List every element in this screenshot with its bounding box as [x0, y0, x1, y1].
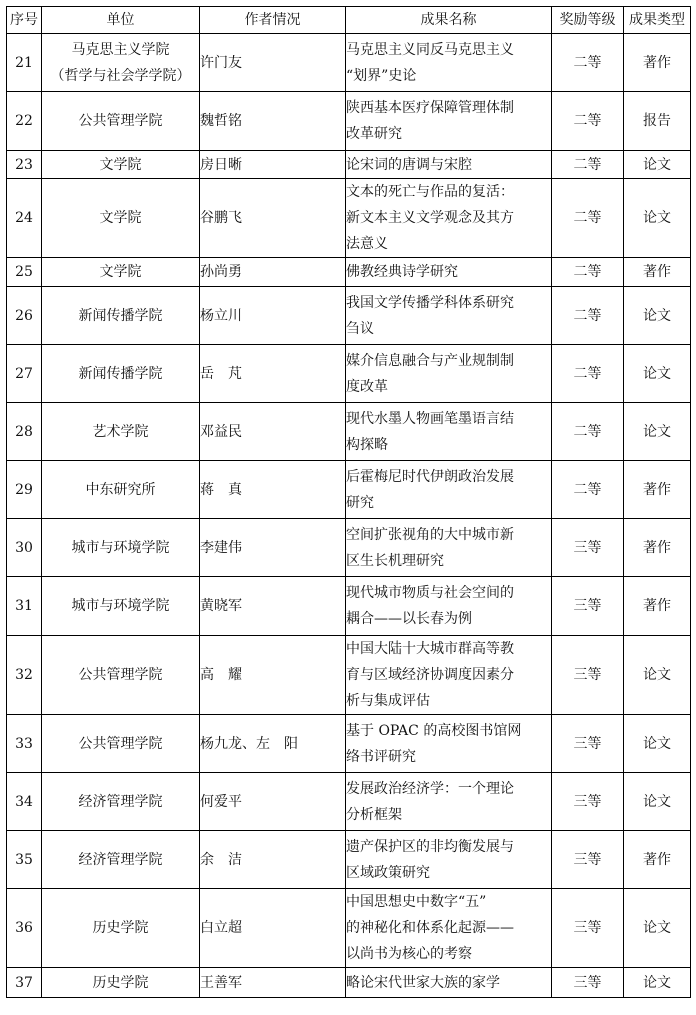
table-row	[7, 34, 691, 92]
author-cell: 黄晓军	[200, 577, 346, 636]
grade-cell: 三等	[552, 519, 624, 577]
type-cell: 著作	[624, 519, 691, 577]
title-cell	[346, 968, 552, 998]
title-cell	[346, 636, 552, 715]
title-line: 现代水墨人物画笔墨语言结	[346, 410, 514, 427]
type-cell: 论文	[624, 715, 691, 773]
row-number: 34	[7, 773, 42, 831]
unit-cell	[42, 287, 200, 345]
type-cell: 论文	[624, 636, 691, 715]
row-number: 27	[7, 345, 42, 403]
unit-cell	[42, 461, 200, 519]
header-unit: 单位	[42, 7, 200, 34]
unit-cell	[42, 715, 200, 773]
unit-cell	[42, 34, 200, 92]
author-cell: 杨九龙、左 阳	[200, 715, 346, 773]
title-cell	[346, 461, 552, 519]
row-number: 25	[7, 258, 42, 287]
row-number: 29	[7, 461, 42, 519]
title-line: 陕西基本医疗保障管理体制	[346, 100, 514, 116]
author-cell: 邓益民	[200, 403, 346, 461]
type-cell: 论文	[624, 403, 691, 461]
row-number: 24	[7, 179, 42, 258]
title-line: 空间扩张视角的大中城市新	[346, 526, 514, 543]
grade-cell: 三等	[552, 831, 624, 889]
table-row	[7, 258, 691, 287]
type-cell: 著作	[624, 461, 691, 519]
table-row	[7, 287, 691, 345]
header-type: 成果类型	[624, 7, 691, 34]
title-line: 研究	[346, 494, 374, 511]
title-cell	[346, 92, 552, 151]
author-cell: 许门友	[200, 34, 346, 92]
unit-cell	[42, 831, 200, 889]
header-author: 作者情况	[200, 7, 346, 34]
unit-line: 公共管理学院	[78, 113, 163, 129]
row-number: 33	[7, 715, 42, 773]
grade-cell: 二等	[552, 345, 624, 403]
title-line: 法意义	[346, 236, 388, 252]
unit-cell	[42, 889, 200, 968]
unit-cell	[42, 345, 200, 403]
unit-line: 城市与环境学院	[71, 539, 170, 556]
unit-line: 文学院	[99, 210, 142, 226]
type-cell: 报告	[624, 92, 691, 151]
row-number: 28	[7, 403, 42, 461]
title-cell	[346, 519, 552, 577]
header-row	[7, 7, 691, 34]
grade-cell: 三等	[552, 889, 624, 968]
unit-line: 中东研究所	[85, 481, 156, 498]
title-cell	[346, 773, 552, 831]
unit-cell	[42, 92, 200, 151]
row-number: 22	[7, 92, 42, 151]
title-line: 络书评研究	[346, 748, 416, 765]
unit-line: 艺术学院	[92, 423, 149, 440]
table-row	[7, 968, 691, 998]
row-number: 36	[7, 889, 42, 968]
title-line: 中国思想史中数字“五”	[346, 894, 487, 910]
title-line: 育与区域经济协调度因素分	[346, 667, 514, 683]
title-line: 中国大陆十大城市群高等教	[346, 641, 514, 657]
unit-line: （哲学与社会学学院）	[50, 67, 191, 84]
grade-cell: 二等	[552, 34, 624, 92]
type-cell: 论文	[624, 889, 691, 968]
unit-line: 新闻传播学院	[78, 307, 163, 324]
title-line: 析与集成评估	[346, 693, 430, 709]
unit-line: 城市与环境学院	[71, 598, 170, 614]
table-row	[7, 715, 691, 773]
table-row	[7, 92, 691, 151]
row-number: 23	[7, 151, 42, 179]
type-cell: 论文	[624, 151, 691, 179]
row-number: 26	[7, 287, 42, 345]
author-cell: 杨立川	[200, 287, 346, 345]
type-cell: 著作	[624, 831, 691, 889]
grade-cell: 三等	[552, 577, 624, 636]
title-line: 佛教经典诗学研究	[346, 264, 458, 280]
unit-cell	[42, 577, 200, 636]
table-row	[7, 636, 691, 715]
title-cell	[346, 345, 552, 403]
unit-line: 文学院	[99, 156, 142, 173]
grade-cell: 二等	[552, 151, 624, 179]
grade-cell: 二等	[552, 258, 624, 287]
grade-cell: 三等	[552, 636, 624, 715]
type-cell: 著作	[624, 258, 691, 287]
unit-cell	[42, 773, 200, 831]
grade-cell: 二等	[552, 287, 624, 345]
table-row	[7, 577, 691, 636]
unit-cell	[42, 519, 200, 577]
author-cell: 魏哲铭	[200, 92, 346, 151]
title-line: 分析框架	[346, 806, 402, 823]
author-cell: 谷鹏飞	[200, 179, 346, 258]
header-title: 成果名称	[346, 7, 552, 34]
unit-cell	[42, 179, 200, 258]
type-cell: 论文	[624, 179, 691, 258]
type-cell: 著作	[624, 577, 691, 636]
type-cell: 著作	[624, 34, 691, 92]
table-row	[7, 179, 691, 258]
row-number: 35	[7, 831, 42, 889]
title-cell	[346, 179, 552, 258]
title-cell	[346, 889, 552, 968]
title-line: 我国文学传播学科体系研究	[346, 294, 514, 311]
grade-cell: 三等	[552, 968, 624, 998]
title-line: 马克思主义同反马克思主义	[346, 41, 514, 58]
table-row	[7, 889, 691, 968]
title-line: 区域政策研究	[346, 864, 430, 881]
title-cell	[346, 831, 552, 889]
title-line: 遗产保护区的非均衡发展与	[346, 838, 514, 855]
row-number: 31	[7, 577, 42, 636]
grade-cell: 二等	[552, 461, 624, 519]
title-cell	[346, 403, 552, 461]
header-no: 序号	[7, 7, 42, 34]
unit-cell	[42, 968, 200, 998]
table-row	[7, 461, 691, 519]
unit-line: 马克思主义学院	[71, 41, 170, 58]
type-cell: 论文	[624, 968, 691, 998]
table-row	[7, 831, 691, 889]
title-line: 改革研究	[346, 126, 402, 142]
row-number: 21	[7, 34, 42, 92]
title-cell	[346, 577, 552, 636]
unit-line: 公共管理学院	[78, 667, 163, 683]
row-number: 37	[7, 968, 42, 998]
unit-line: 历史学院	[92, 920, 149, 936]
table-row	[7, 519, 691, 577]
title-line: 媒介信息融合与产业规制制	[346, 352, 514, 369]
awards-table	[6, 6, 691, 998]
title-line: 略论宋代世家大族的家学	[346, 974, 500, 991]
unit-line: 新闻传播学院	[78, 365, 163, 382]
table-row	[7, 403, 691, 461]
author-cell: 岳 芃	[200, 345, 346, 403]
type-cell: 论文	[624, 287, 691, 345]
grade-cell: 二等	[552, 92, 624, 151]
title-line: 现代城市物质与社会空间的	[346, 585, 514, 601]
author-cell: 余 洁	[200, 831, 346, 889]
grade-cell: 三等	[552, 715, 624, 773]
table-row	[7, 151, 691, 179]
title-line: 构探略	[346, 436, 388, 453]
title-line: 的神秘化和体系化起源——	[346, 920, 514, 936]
grade-cell: 二等	[552, 179, 624, 258]
unit-cell	[42, 403, 200, 461]
table-row	[7, 345, 691, 403]
row-number: 30	[7, 519, 42, 577]
type-cell: 论文	[624, 345, 691, 403]
unit-cell	[42, 258, 200, 287]
unit-line: 文学院	[99, 264, 142, 280]
table-row	[7, 773, 691, 831]
title-line: 区生长机理研究	[346, 552, 444, 569]
title-line: 刍议	[346, 320, 374, 337]
author-cell: 王善军	[200, 968, 346, 998]
unit-line: 历史学院	[92, 974, 149, 991]
title-cell	[346, 287, 552, 345]
author-cell: 何爱平	[200, 773, 346, 831]
author-cell: 孙尚勇	[200, 258, 346, 287]
unit-line: 经济管理学院	[78, 851, 163, 868]
title-cell	[346, 258, 552, 287]
title-line: 耦合——以长春为例	[346, 611, 472, 627]
type-cell: 论文	[624, 773, 691, 831]
title-line: 文本的死亡与作品的复活：	[346, 184, 514, 200]
author-cell: 白立超	[200, 889, 346, 968]
title-line: 论宋词的唐调与宋腔	[346, 156, 472, 173]
unit-line: 经济管理学院	[78, 793, 163, 810]
row-number: 32	[7, 636, 42, 715]
author-cell: 房日晰	[200, 151, 346, 179]
title-cell	[346, 715, 552, 773]
title-line: 发展政治经济学：一个理论	[346, 780, 514, 797]
grade-cell: 三等	[552, 773, 624, 831]
unit-line: 公共管理学院	[78, 735, 163, 752]
title-cell	[346, 34, 552, 92]
title-line: 新文本主义文学观念及其方	[346, 210, 514, 226]
title-line: 后霍梅尼时代伊朗政治发展	[346, 468, 514, 485]
title-cell	[346, 151, 552, 179]
author-cell: 李建伟	[200, 519, 346, 577]
author-cell: 蒋 真	[200, 461, 346, 519]
title-line: 度改革	[346, 378, 388, 395]
title-line: 基于 OPAC 的高校图书馆网	[346, 722, 522, 739]
grade-cell: 二等	[552, 403, 624, 461]
unit-cell	[42, 636, 200, 715]
author-cell: 高 耀	[200, 636, 346, 715]
unit-cell	[42, 151, 200, 179]
header-grade: 奖励等级	[552, 7, 624, 34]
title-line: 以尚书为核心的考察	[346, 946, 472, 962]
title-line: “划界”史论	[346, 67, 417, 84]
